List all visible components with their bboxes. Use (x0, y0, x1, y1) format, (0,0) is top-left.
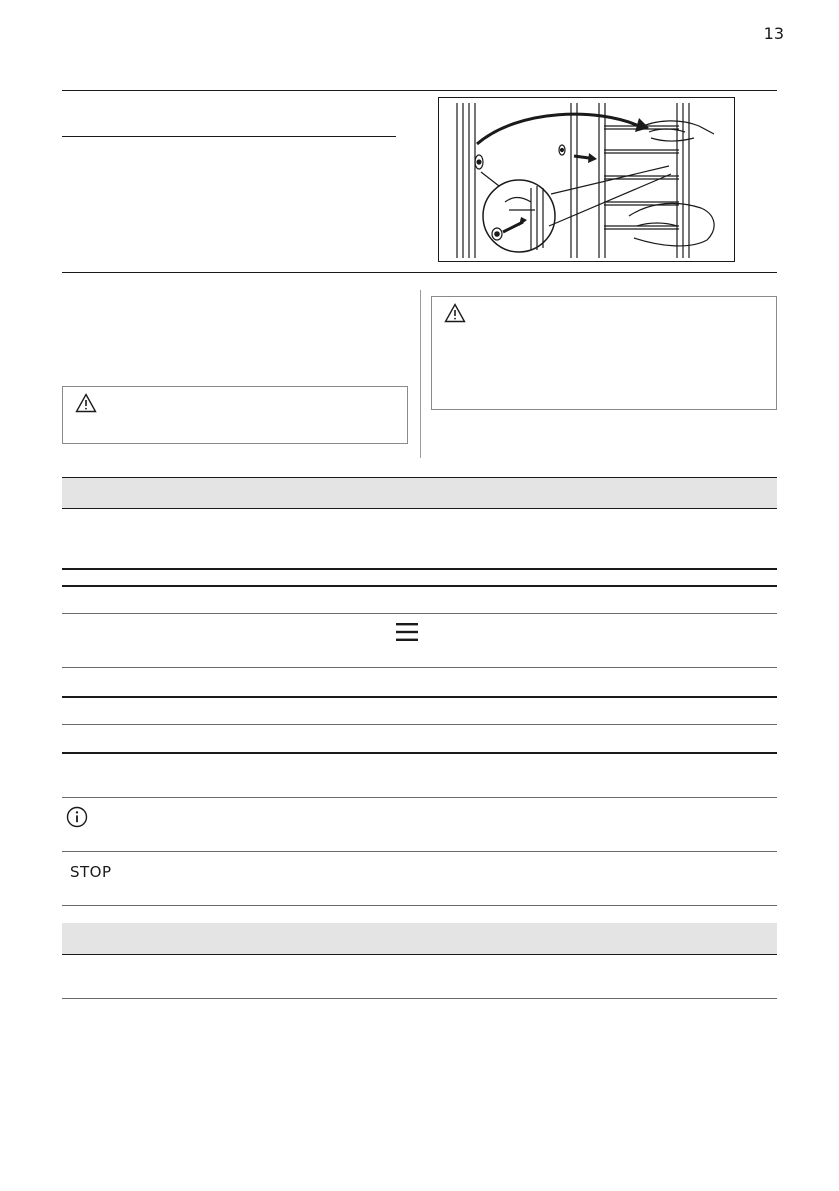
menu-hamburger-icon (396, 622, 418, 642)
warning-triangle-icon (444, 303, 466, 323)
stop-label: STOP (70, 863, 112, 881)
oven-shelf-support-removal-illustration (439, 98, 734, 261)
page-number: 13 (763, 24, 784, 43)
table-row-rule-3 (62, 667, 777, 668)
warning-triangle-icon (75, 393, 97, 413)
table-row-rule-4 (62, 696, 777, 698)
note-rule-2 (62, 851, 777, 852)
warning-box-right (431, 296, 777, 410)
section-bar-1-bottom-rule (62, 508, 777, 509)
section-bar-1-top-rule (62, 477, 777, 478)
section-top-rule (62, 90, 777, 91)
column-divider (420, 290, 421, 458)
section-header-bar-2 (62, 923, 777, 954)
section-rule-2 (62, 272, 777, 273)
table-row-rule-1 (62, 585, 777, 587)
info-circle-icon (66, 806, 88, 828)
section-bar-2-bottom-rule (62, 954, 777, 955)
table-row-rule-6 (62, 752, 777, 754)
table-header-rule (62, 568, 777, 570)
note-rule-1 (62, 797, 777, 798)
table-row-rule-5 (62, 724, 777, 725)
section-2-end-rule (62, 998, 777, 999)
shelf-support-figure (438, 97, 735, 262)
warning-box-left (62, 386, 408, 444)
table-row-rule-2 (62, 613, 777, 614)
section-header-bar-1 (62, 478, 777, 508)
subheading-underline (62, 136, 396, 137)
note-rule-3 (62, 905, 777, 906)
